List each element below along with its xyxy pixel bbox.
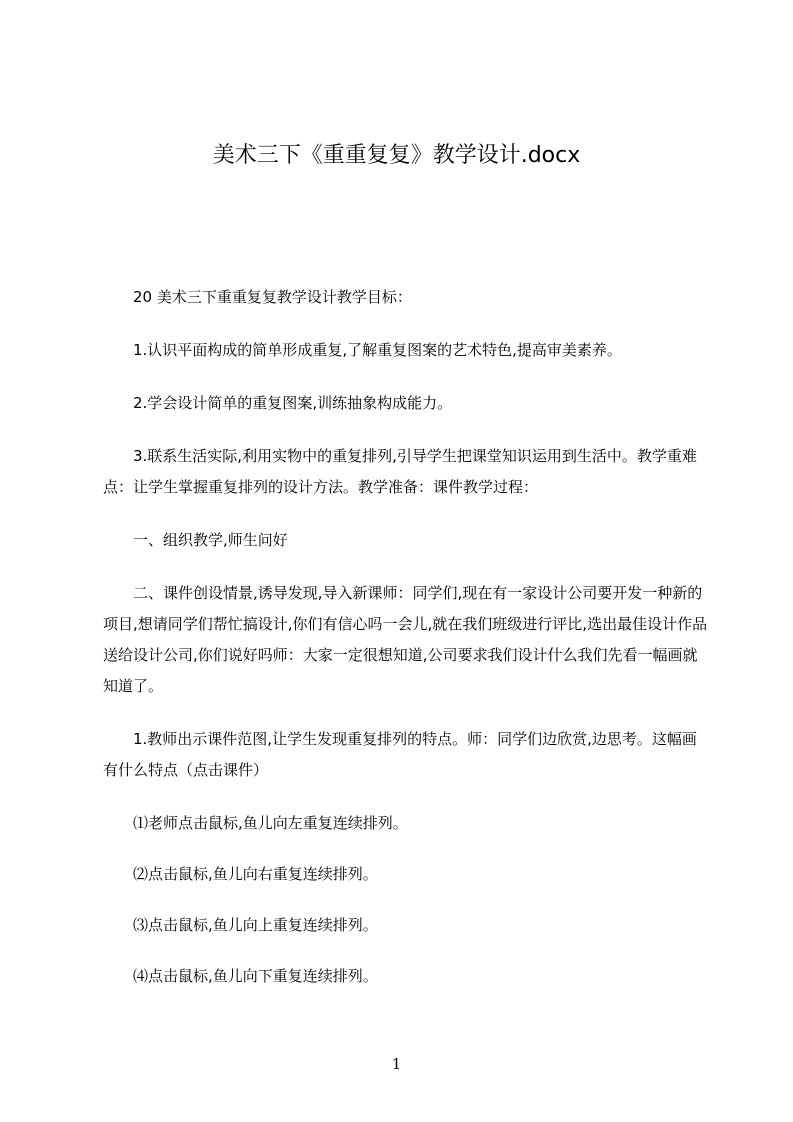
paragraph-sub-4: ⑷点击鼠标,鱼儿向下重复连续排列。 [133, 967, 378, 985]
page-number: 1 [391, 1055, 402, 1073]
paragraph-heading: 20 美术三下重重复复教学设计教学目标： [133, 288, 412, 306]
paragraph-step-1: 一、组织教学,师生问好 [133, 531, 288, 549]
paragraph-objective-3: 3.联系生活实际,利用实物中的重复排列,引导学生把课堂知识运用到生活中。教学重难点：让学生掌握重复排列的设计方法。教学准备：课件教学过程： [103, 447, 697, 496]
paragraph-sub-3: ⑶点击鼠标,鱼儿向上重复连续排列。 [133, 916, 378, 934]
document-body [103, 282, 709, 1012]
paragraph-step-2: 二、课件创设情景,诱导发现,导入新课师：同学们,现在有一家设计公司要开发一种新的项目,想请同学们帮忙搞设计,你们有信心吗一会儿,就在我们班级进行评比,选出最佳设计作品送给设计公司,你们说好吗师：大家一定很想知道,公司要求我们设计什么我们先看一幅画就知道了。 [103, 584, 708, 695]
paragraph-step-2-1: 1.教师出示课件范图,让学生发现重复排列的特点。师：同学们边欣赏,边思考。这幅画有什么特点（点击课件） [103, 730, 697, 779]
paragraph-sub-2: ⑵点击鼠标,鱼儿向右重复连续排列。 [133, 865, 378, 883]
paragraph-sub-1: ⑴老师点击鼠标,鱼儿向左重复连续排列。 [133, 814, 408, 832]
paragraph-objective-2: 2.学会设计简单的重复图案,训练抽象构成能力。 [133, 394, 453, 412]
paragraph-objective-1: 1.认识平面构成的简单形成重复,了解重复图案的艺术特色,提高审美素养。 [133, 341, 622, 359]
document-title: 美术三下《重重复复》教学设计.docx [212, 143, 581, 168]
